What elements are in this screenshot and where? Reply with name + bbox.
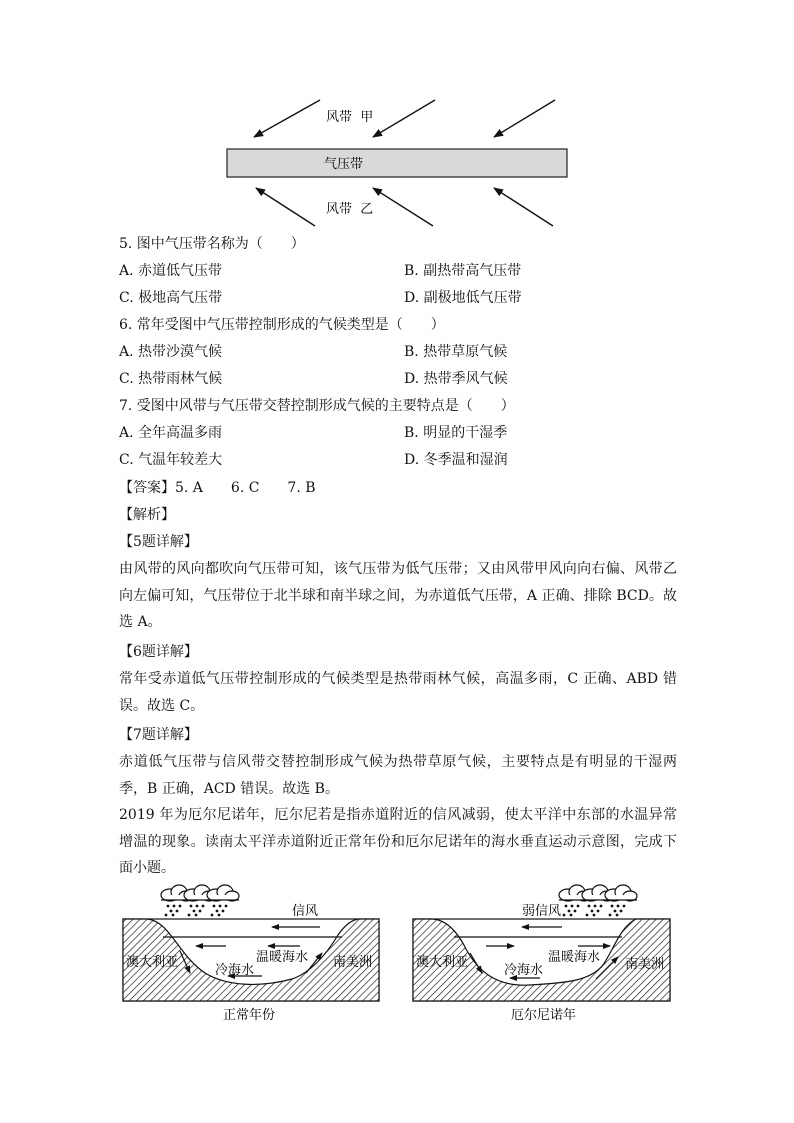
warm-water-label: 温暖海水 (256, 950, 309, 965)
q7-option-a: A. 全年高温多雨 (119, 425, 223, 441)
answer-line: 【答案】5. A 6. C 7. B (119, 480, 316, 496)
australia-label: 澳大利亚 (416, 955, 469, 970)
q5-detail-heading: 【5题详解】 (119, 534, 198, 550)
trade-wind-label: 信风 (292, 904, 319, 919)
q5-option-a: A. 赤道低气压带 (119, 263, 223, 279)
wind-arrow (256, 188, 315, 226)
cold-water-label: 冷海水 (215, 963, 255, 978)
wind-arrow (494, 100, 555, 137)
australia-label: 澳大利亚 (126, 955, 179, 970)
south-america-label: 南美洲 (333, 955, 373, 970)
q5-option-b: B. 副热带高气压带 (404, 263, 522, 279)
normal-year-caption: 正常年份 (223, 1008, 276, 1023)
ocean-circulation-diagram (0, 875, 794, 1035)
q6-detail-text: 常年受赤道低气压带控制形成的气候类型是热带雨林气候，高温多雨，C 正确、ABD 错误。故选 C。 (119, 671, 677, 714)
wind-belt-b-label: 风带 乙 (326, 202, 374, 217)
cold-water-label: 冷海水 (504, 963, 544, 978)
q5-option-d: D. 副极地低气压带 (404, 290, 522, 306)
el-nino-intro: 2019 年为厄尔尼诺年，厄尔尼若是指赤道附近的信风减弱，使太平洋中东部的水温异常增温的现象。读南太平洋赤道附近正常年份和厄尔尼诺年的海水垂直运动示意图，完成下面小题。 (119, 807, 677, 876)
pressure-belt-diagram (0, 0, 794, 240)
wind-arrow (254, 100, 320, 137)
q6-option-a: A. 热带沙漠气候 (119, 344, 223, 360)
wind-arrow (373, 100, 435, 137)
el-nino-panel (413, 885, 670, 1023)
q5-stem: 5. 图中气压带名称为（ ） (119, 236, 305, 252)
q7-detail-text: 赤道低气压带与信风带交替控制形成气候为热带草原气候，主要特点是有明显的干湿两季，B 正确，ACD 错误。故选 B。 (119, 754, 677, 797)
q6-option-b: B. 热带草原气候 (404, 344, 508, 360)
pressure-belt-label: 气压带 (324, 157, 364, 172)
el-nino-year-caption: 厄尔尼诺年 (511, 1008, 577, 1023)
analysis-heading: 【解析】 (119, 507, 175, 523)
q6-stem: 6. 常年受图中气压带控制形成的气候类型是（ ） (119, 317, 445, 333)
q7-stem: 7. 受图中风带与气压带交替控制形成气候的主要特点是（ ） (119, 398, 515, 414)
q7-option-b: B. 明显的干湿季 (404, 425, 508, 441)
warm-water-label: 温暖海水 (548, 950, 601, 965)
wind-belt-a-label: 风带 甲 (326, 110, 374, 125)
q6-option-d: D. 热带季风气候 (404, 371, 508, 387)
q6-option-c: C. 热带雨林气候 (119, 371, 223, 387)
q5-detail-text: 由风带的风向都吹向气压带可知，该气压带为低气压带；又由风带甲风向向右偏、风带乙向左偏可知，气压带位于北半球和南半球之间，为赤道低气压带，A 正确、排除 BCD。故选 A。 (119, 561, 677, 630)
q7-option-d: D. 冬季温和湿润 (404, 452, 508, 468)
pressure-belt-bar (227, 149, 567, 177)
q6-detail-heading: 【6题详解】 (119, 644, 198, 660)
south-america-label: 南美洲 (625, 957, 665, 972)
q7-option-c: C. 气温年较差大 (119, 452, 223, 468)
wind-arrow (494, 188, 553, 226)
wind-arrow (373, 188, 433, 226)
weak-trade-wind-label: 弱信风 (522, 904, 562, 919)
q5-option-c: C. 极地高气压带 (119, 290, 223, 306)
q7-detail-heading: 【7题详解】 (119, 727, 198, 743)
normal-year-panel (123, 885, 379, 1023)
